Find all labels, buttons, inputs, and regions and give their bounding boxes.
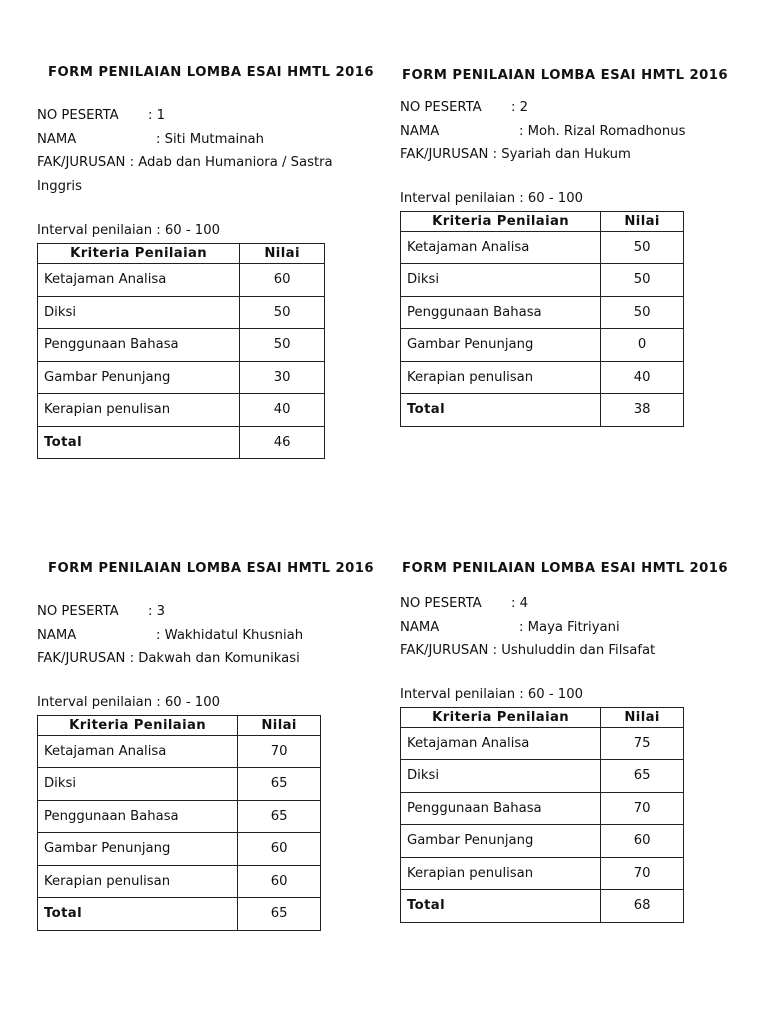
form-title: FORM PENILAIAN LOMBA ESAI HMTL 2016	[402, 561, 728, 576]
nama-value: : Siti Mutmainah	[156, 131, 264, 147]
interval-penilaian: Interval penilaian : 60 - 100	[37, 223, 220, 238]
criteria-column-header: Kriteria Penilaian	[401, 707, 601, 727]
value-cell: 70	[238, 735, 321, 768]
table-row	[401, 760, 684, 793]
nama-line	[37, 128, 385, 152]
nama-value: : Wakhidatul Khusniah	[156, 627, 304, 643]
no-peserta-label: NO PESERTA	[400, 596, 482, 611]
nama-label: NAMA	[37, 131, 77, 147]
criteria-cell: Kerapian penulisan	[401, 361, 601, 394]
no-peserta-value: : 2	[511, 100, 529, 115]
value-cell: 70	[601, 792, 684, 825]
criteria-cell: Diksi	[38, 768, 238, 801]
value-cell: 65	[238, 800, 321, 833]
value-cell: 50	[601, 264, 684, 297]
criteria-column-header: Kriteria Penilaian	[401, 211, 601, 231]
value-cell: 50	[601, 296, 684, 329]
no-peserta-value: : 3	[148, 604, 166, 619]
assessment-form-4	[400, 560, 730, 923]
score-table	[400, 707, 684, 923]
value-column-header: Nilai	[601, 707, 684, 727]
no-peserta-line	[37, 104, 385, 128]
value-cell: 70	[601, 857, 684, 890]
fak-jurusan-label: FAK/JURUSAN	[400, 147, 489, 162]
criteria-cell: Gambar Penunjang	[38, 361, 240, 394]
table-header-row	[401, 211, 684, 231]
value-cell: 40	[240, 394, 325, 427]
criteria-cell: Diksi	[401, 264, 601, 297]
no-peserta-value: : 4	[511, 596, 529, 611]
total-value-cell: 65	[238, 898, 321, 931]
nama-label: NAMA	[400, 123, 440, 139]
no-peserta-line	[400, 592, 730, 616]
table-row	[38, 264, 325, 297]
assessment-form-3	[37, 560, 385, 931]
table-row	[401, 329, 684, 362]
fak-jurusan-value: : Syariah dan Hukum	[492, 147, 631, 162]
table-row	[38, 865, 321, 898]
fak-jurusan-line	[37, 647, 385, 671]
value-cell: 60	[238, 865, 321, 898]
no-peserta-line	[400, 96, 730, 120]
total-value-cell: 68	[601, 890, 684, 923]
nama-value: : Moh. Rizal Romadhonus	[519, 123, 686, 139]
criteria-cell: Diksi	[38, 296, 240, 329]
table-row	[38, 800, 321, 833]
criteria-column-header: Kriteria Penilaian	[38, 244, 240, 264]
total-label-cell: Total	[401, 890, 601, 923]
assessment-form-2	[400, 64, 730, 427]
nama-label: NAMA	[400, 619, 440, 635]
criteria-cell: Ketajaman Analisa	[38, 735, 238, 768]
value-cell: 0	[601, 329, 684, 362]
criteria-cell: Gambar Penunjang	[401, 329, 601, 362]
total-value-cell: 38	[601, 394, 684, 427]
total-row	[38, 898, 321, 931]
total-value-cell: 46	[240, 426, 325, 459]
table-row	[401, 727, 684, 760]
fak-jurusan-line	[400, 639, 730, 663]
fak-jurusan-line	[37, 151, 367, 198]
fak-jurusan-value: : Dakwah dan Komunikasi	[129, 651, 300, 666]
table-header-row	[38, 715, 321, 735]
table-row	[38, 394, 325, 427]
table-row	[401, 825, 684, 858]
score-table	[400, 211, 684, 427]
criteria-cell: Penggunaan Bahasa	[38, 800, 238, 833]
value-cell: 60	[240, 264, 325, 297]
criteria-cell: Kerapian penulisan	[401, 857, 601, 890]
criteria-cell: Penggunaan Bahasa	[38, 329, 240, 362]
criteria-cell: Penggunaan Bahasa	[401, 296, 601, 329]
criteria-cell: Gambar Penunjang	[401, 825, 601, 858]
table-row	[38, 833, 321, 866]
criteria-cell: Gambar Penunjang	[38, 833, 238, 866]
fak-jurusan-label: FAK/JURUSAN	[37, 651, 126, 666]
nama-line	[37, 624, 385, 648]
criteria-cell: Ketajaman Analisa	[401, 727, 601, 760]
fak-jurusan-label: FAK/JURUSAN	[400, 643, 489, 658]
value-cell: 40	[601, 361, 684, 394]
total-label-cell: Total	[38, 898, 238, 931]
total-row	[38, 426, 325, 459]
value-cell: 60	[238, 833, 321, 866]
form-title: FORM PENILAIAN LOMBA ESAI HMTL 2016	[402, 68, 728, 83]
value-column-header: Nilai	[240, 244, 325, 264]
value-cell: 50	[240, 329, 325, 362]
table-row	[38, 361, 325, 394]
table-row	[38, 768, 321, 801]
table-header-row	[401, 707, 684, 727]
criteria-column-header: Kriteria Penilaian	[38, 715, 238, 735]
score-table	[37, 715, 321, 931]
fak-jurusan-value: : Adab dan Humaniora / Sastra Inggris	[37, 155, 333, 194]
criteria-cell: Ketajaman Analisa	[401, 231, 601, 264]
nama-line	[400, 616, 730, 640]
total-row	[401, 890, 684, 923]
criteria-cell: Diksi	[401, 760, 601, 793]
assessment-form-1	[37, 64, 385, 459]
nama-value: : Maya Fitriyani	[519, 619, 620, 635]
criteria-cell: Kerapian penulisan	[38, 394, 240, 427]
total-label-cell: Total	[401, 394, 601, 427]
value-cell: 50	[601, 231, 684, 264]
nama-label: NAMA	[37, 627, 77, 643]
value-cell: 65	[601, 760, 684, 793]
interval-penilaian: Interval penilaian : 60 - 100	[400, 190, 583, 206]
table-row	[401, 361, 684, 394]
criteria-cell: Kerapian penulisan	[38, 865, 238, 898]
interval-penilaian: Interval penilaian : 60 - 100	[37, 694, 220, 710]
table-row	[401, 296, 684, 329]
table-row	[401, 857, 684, 890]
form-title: FORM PENILAIAN LOMBA ESAI HMTL 2016	[48, 561, 374, 576]
value-cell: 65	[238, 768, 321, 801]
no-peserta-label: NO PESERTA	[37, 108, 119, 123]
value-column-header: Nilai	[238, 715, 321, 735]
table-header-row	[38, 244, 325, 264]
no-peserta-label: NO PESERTA	[37, 604, 119, 619]
interval-penilaian: Interval penilaian : 60 - 100	[400, 686, 583, 702]
table-row	[401, 231, 684, 264]
total-label-cell: Total	[38, 426, 240, 459]
table-row	[401, 264, 684, 297]
criteria-cell: Ketajaman Analisa	[38, 264, 240, 297]
table-row	[38, 329, 325, 362]
value-cell: 50	[240, 296, 325, 329]
fak-jurusan-line	[400, 143, 730, 167]
no-peserta-line	[37, 600, 385, 624]
no-peserta-value: : 1	[148, 108, 166, 123]
criteria-cell: Penggunaan Bahasa	[401, 792, 601, 825]
table-row	[38, 735, 321, 768]
value-cell: 30	[240, 361, 325, 394]
form-title: FORM PENILAIAN LOMBA ESAI HMTL 2016	[48, 65, 374, 80]
value-column-header: Nilai	[601, 211, 684, 231]
no-peserta-label: NO PESERTA	[400, 100, 482, 115]
table-row	[401, 792, 684, 825]
nama-line	[400, 120, 730, 144]
value-cell: 75	[601, 727, 684, 760]
fak-jurusan-label: FAK/JURUSAN	[37, 155, 126, 170]
table-row	[38, 296, 325, 329]
total-row	[401, 394, 684, 427]
score-table	[37, 243, 325, 459]
value-cell: 60	[601, 825, 684, 858]
fak-jurusan-value: : Ushuluddin dan Filsafat	[492, 643, 656, 658]
